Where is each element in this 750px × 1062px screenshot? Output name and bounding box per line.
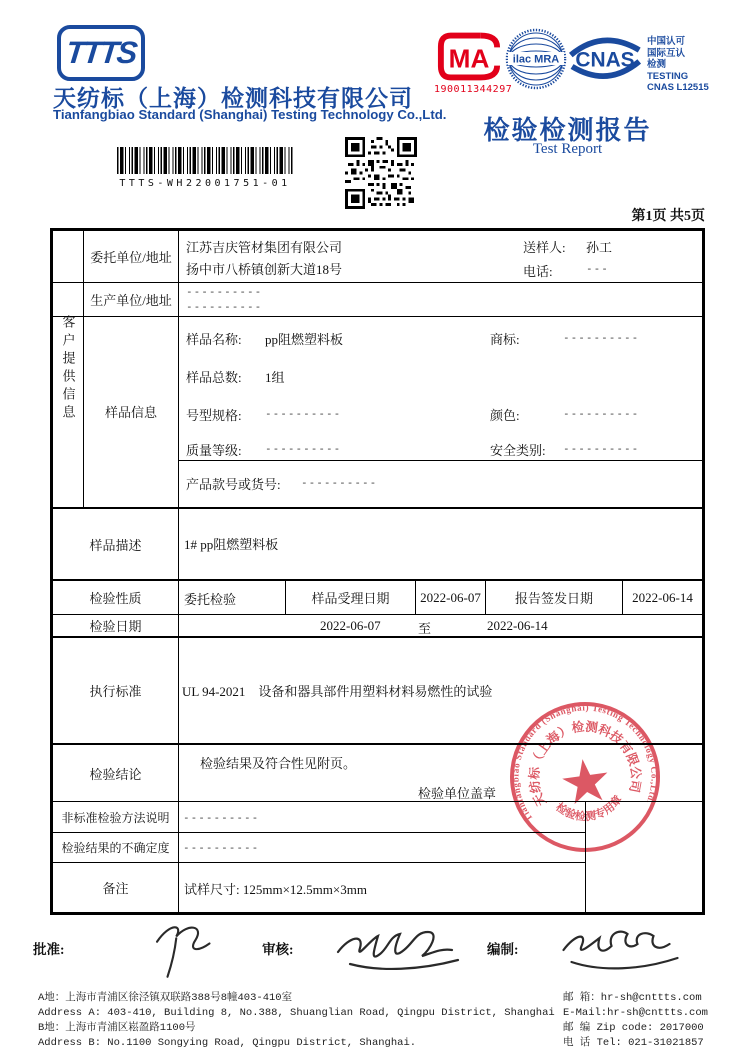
company-name-en: Tianfangbiao Standard (Shanghai) Testing Technology Co.,Ltd. [53,107,447,122]
sender-value: 孙工 [586,240,613,255]
test-date-to: 2022-06-14 [487,618,548,633]
address-a-cn: A地：上海市青浦区徐泾镇双联路388号8幢403-410室 [38,992,293,1004]
grade-label: 质量等级: [186,443,242,458]
grid-line-v [178,231,179,912]
manufacturer-label: 生产单位/地址 [90,292,172,308]
ttts-logo-text: TTTS [64,35,138,70]
page-number: 第1页 共5页 [631,209,705,224]
barcode [117,147,293,174]
svg-text:ilac MRA: ilac MRA [512,53,560,66]
sample-qty-value: 1组 [265,370,285,385]
trademark-value: ---------- [563,331,640,344]
accept-date-label: 样品受理日期 [311,591,390,606]
address-b-en: Address B: No.1100 Songying Road, Qingpu District, Shanghai. [38,1037,417,1049]
standard-value: UL 94-2021 设备和器具部件用塑料材料易燃性的试验 [182,684,493,699]
remark-value: 试样尺寸: 125mm×12.5mm×3mm [184,882,367,897]
cnas-accreditation-text [647,36,709,94]
grid-line-h [178,460,702,461]
client-info-strip-label: 客户提供信息 [60,315,76,423]
style-value: ---------- [301,476,378,489]
remark-label: 备注 [102,881,129,896]
svg-text:MA: MA [448,43,490,74]
color-label: 颜色: [490,408,520,423]
manufacturer-line1: ---------- [186,285,263,298]
company-seal-stamp [505,697,665,857]
prepare-signature [545,912,700,978]
telephone: 电 话 Tel: 021-31021857 [563,1037,704,1049]
cnas-side-line: TESTING [647,70,689,82]
spec-label: 号型规格: [186,408,242,423]
grade-value: ---------- [265,442,342,455]
seal-here-label: 检验单位盖章 [418,786,497,801]
ilac-mra-logo [505,28,567,90]
sample-name-value: pp阻燃塑料板 [265,332,344,347]
safety-label: 安全类别: [490,443,546,458]
sample-desc-label: 样品描述 [89,537,142,553]
email-en: E-Mail:hr-sh@cnttts.com [563,1007,708,1019]
color-value: ---------- [563,407,640,420]
consignor-address: 扬中市八桥镇创新大道18号 [186,262,343,277]
company-name-cn: 天纺标（上海）检测科技有限公司 [53,86,413,111]
cnas-side-line: 检测 [647,59,667,70]
review-signature [325,912,475,982]
approve-signature [125,912,245,982]
test-date-to-word: 至 [418,621,432,636]
footer-address-block [38,991,555,1051]
cnas-side-line: CNAS L12515 [647,82,709,93]
cnas-side-line: 中国认可 [647,36,686,47]
client-info-strip [53,231,83,507]
report-title-cn: 检验检测报告 [483,116,652,145]
qr-code [345,137,417,209]
address-a-en: Address A: 403-410, Building 8, No.388, Shuanglian Road, Qingpu District, Shanghai [38,1007,555,1019]
consignor-name: 江苏吉庆管材集团有限公司 [186,240,343,255]
prepare-label: 编制: [487,942,519,957]
safety-value: ---------- [563,442,640,455]
inspection-nature-label: 检验性质 [89,591,142,606]
sample-name-label: 样品名称: [186,332,242,347]
svg-text:天纺标（上海）检测科技有限公司: 天纺标（上海）检测科技有限公司 [527,719,643,809]
svg-text:Tianfangbiao Standard (Shangha: Tianfangbiao Standard (Shanghai) Testing Technology Co.,Ltd. [510,702,660,824]
test-date-from: 2022-06-07 [320,618,381,633]
sample-info-label: 样品信息 [104,405,157,420]
test-date-label: 检验日期 [89,619,142,634]
consignor-label: 委托单位/地址 [90,250,172,265]
cnas-logo [567,34,643,80]
uncertainty-value: ---------- [183,841,260,854]
address-b-cn: B地：上海市青浦区崧盈路1100号 [38,1022,196,1034]
issue-date-label: 报告签发日期 [514,591,593,606]
issue-date-value: 2022-06-14 [632,589,693,605]
ttts-logo [57,25,145,81]
phone-value: --- [586,262,609,275]
spec-value: ---------- [265,407,342,420]
uncertainty-label: 检验结果的不确定度 [61,841,170,855]
conclusion-label: 检验结论 [89,766,142,782]
nonstandard-label: 非标准检验方法说明 [61,810,170,825]
svg-text:检验检测专用章: 检验检测专用章 [553,793,625,824]
style-label: 产品款号或货号: [186,477,281,492]
manufacturer-line2: ---------- [186,300,263,313]
conclusion-value: 检验结果及符合性见附页。 [200,756,357,771]
zip-code: 邮 编 Zip code: 2017000 [563,1022,704,1034]
cnas-side-line: 国际互认 [647,47,686,59]
svg-text:CNAS: CNAS [575,48,635,72]
sender-label: 送样人: [523,240,566,255]
accept-date-value: 2022-06-07 [420,589,481,605]
nonstandard-value: ---------- [183,811,260,824]
approve-label: 批准: [33,942,65,957]
report-title-en: Test Report [532,141,603,157]
trademark-label: 商标: [490,332,520,347]
email-cn: 邮 箱：hr-sh@cnttts.com [563,992,702,1004]
sample-qty-label: 样品总数: [186,370,242,385]
cma-number: 190011344297 [434,84,513,95]
sample-desc-value: 1# pp阻燃塑料板 [184,537,279,552]
standard-label: 执行标准 [89,684,142,699]
stamp-star-icon [560,756,611,805]
inspection-nature-value: 委托检验 [184,592,237,607]
review-label: 审核: [262,942,294,957]
footer-contact-block [563,991,708,1051]
report-number: TTTS-WH22001751-01 [119,178,291,189]
cma-logo [436,31,502,82]
phone-label: 电话: [523,264,553,279]
